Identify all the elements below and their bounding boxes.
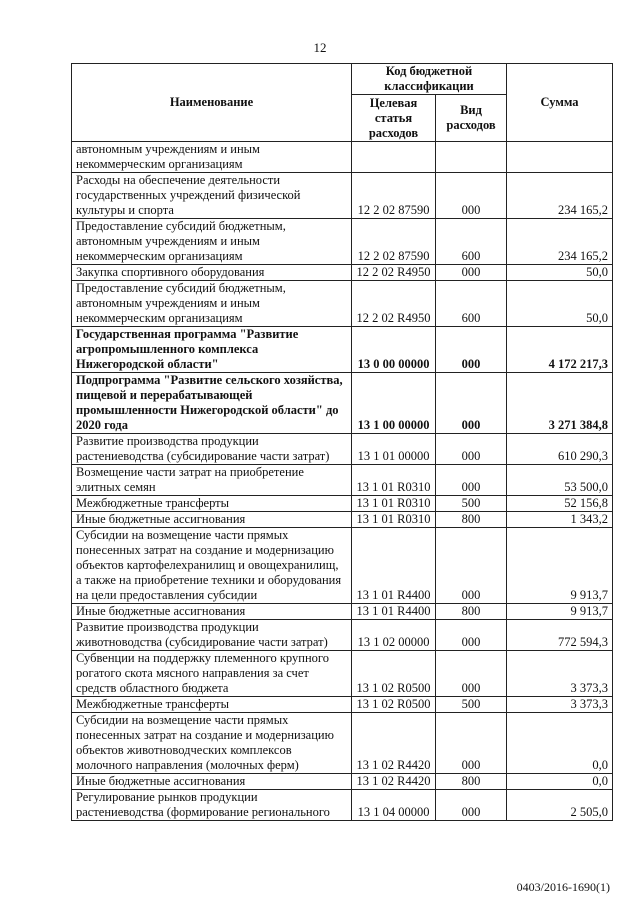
row-amount: 1 343,2 bbox=[507, 512, 613, 528]
table-row bbox=[72, 173, 613, 219]
row-target-article: 12 2 02 R4950 bbox=[352, 281, 436, 327]
row-target-article: 13 1 01 00000 bbox=[352, 434, 436, 465]
table-row bbox=[72, 327, 613, 373]
document-code: 0403/2016-1690(1) bbox=[516, 880, 610, 894]
row-amount: 3 271 384,8 bbox=[507, 373, 613, 434]
row-name: Расходы на обеспечение деятельности государственных учреждений физической культуры и спорта bbox=[72, 173, 352, 219]
row-target-article: 13 1 02 00000 bbox=[352, 620, 436, 651]
row-target-article bbox=[352, 142, 436, 173]
table-row bbox=[72, 620, 613, 651]
row-name: Развитие производства продукции животноводства (субсидирование части затрат) bbox=[72, 620, 352, 651]
row-name: Предоставление субсидий бюджетным, автономным учреждениям и иным некоммерческим организациям bbox=[72, 281, 352, 327]
row-amount: 2 505,0 bbox=[507, 790, 613, 821]
table-row bbox=[72, 465, 613, 496]
row-amount: 3 373,3 bbox=[507, 697, 613, 713]
table-row bbox=[72, 434, 613, 465]
row-name: Предоставление субсидий бюджетным, автономным учреждениям и иным некоммерческим организациям bbox=[72, 219, 352, 265]
table-row bbox=[72, 265, 613, 281]
header-amount: Сумма bbox=[507, 64, 613, 142]
row-amount: 0,0 bbox=[507, 713, 613, 774]
table-row bbox=[72, 790, 613, 821]
row-amount: 50,0 bbox=[507, 281, 613, 327]
row-name: Субсидии на возмещение части прямых понесенных затрат на создание и модернизацию объектов животноводческих комплексов молочного направления (молочных ферм) bbox=[72, 713, 352, 774]
row-expense-type: 800 bbox=[436, 604, 507, 620]
row-expense-type: 500 bbox=[436, 496, 507, 512]
row-name: Субвенции на поддержку племенного крупного рогатого скота мясного направления за счет средств областного бюджета bbox=[72, 651, 352, 697]
row-target-article: 13 0 00 00000 bbox=[352, 327, 436, 373]
row-amount bbox=[507, 142, 613, 173]
row-amount: 50,0 bbox=[507, 265, 613, 281]
row-amount: 9 913,7 bbox=[507, 604, 613, 620]
row-name: Иные бюджетные ассигнования bbox=[72, 774, 352, 790]
row-expense-type: 600 bbox=[436, 281, 507, 327]
row-target-article: 13 1 02 R4420 bbox=[352, 713, 436, 774]
row-target-article: 13 1 01 R0310 bbox=[352, 512, 436, 528]
budget-table bbox=[71, 63, 613, 821]
table-row bbox=[72, 528, 613, 604]
row-amount: 3 373,3 bbox=[507, 651, 613, 697]
table-header bbox=[72, 64, 613, 142]
row-expense-type: 600 bbox=[436, 219, 507, 265]
page-number: 12 bbox=[313, 40, 327, 55]
row-target-article: 13 1 01 R0310 bbox=[352, 465, 436, 496]
row-expense-type: 000 bbox=[436, 528, 507, 604]
row-name: Иные бюджетные ассигнования bbox=[72, 512, 352, 528]
header-budget-code: Код бюджетной классификации bbox=[352, 64, 507, 95]
row-amount: 234 165,2 bbox=[507, 219, 613, 265]
row-name: Развитие производства продукции растениеводства (субсидирование части затрат) bbox=[72, 434, 352, 465]
row-name: автономным учреждениям и иным некоммерческим организациям bbox=[72, 142, 352, 173]
row-amount: 610 290,3 bbox=[507, 434, 613, 465]
row-amount: 234 165,2 bbox=[507, 173, 613, 219]
row-target-article: 12 2 02 87590 bbox=[352, 219, 436, 265]
row-name: Подпрограмма "Развитие сельского хозяйства, пищевой и перерабатывающей промышленности Нижегородской области" до 2020 года bbox=[72, 373, 352, 434]
row-expense-type bbox=[436, 142, 507, 173]
row-target-article: 13 1 02 R0500 bbox=[352, 697, 436, 713]
table-row bbox=[72, 774, 613, 790]
row-target-article: 12 2 02 R4950 bbox=[352, 265, 436, 281]
table-row bbox=[72, 142, 613, 173]
row-expense-type: 000 bbox=[436, 620, 507, 651]
row-name: Регулирование рынков продукции растениеводства (формирование регионального bbox=[72, 790, 352, 821]
row-expense-type: 000 bbox=[436, 713, 507, 774]
table-row bbox=[72, 373, 613, 434]
row-name: Субсидии на возмещение части прямых понесенных затрат на создание и модернизацию объектов картофелехранилищ и овощехранилищ, а также на приобретение техники и оборудования на цели предоставления субсидии bbox=[72, 528, 352, 604]
row-expense-type: 000 bbox=[436, 790, 507, 821]
header-target-article: Целевая статья расходов bbox=[352, 95, 436, 142]
row-name: Государственная программа "Развитие агропромышленного комплекса Нижегородской области" bbox=[72, 327, 352, 373]
row-expense-type: 800 bbox=[436, 774, 507, 790]
table-row bbox=[72, 512, 613, 528]
row-name: Иные бюджетные ассигнования bbox=[72, 604, 352, 620]
header-expense-type: Вид расходов bbox=[436, 95, 507, 142]
table-row bbox=[72, 496, 613, 512]
table-row bbox=[72, 697, 613, 713]
row-amount: 9 913,7 bbox=[507, 528, 613, 604]
row-target-article: 13 1 01 R0310 bbox=[352, 496, 436, 512]
header-name: Наименование bbox=[72, 64, 352, 142]
row-expense-type: 000 bbox=[436, 651, 507, 697]
row-amount: 0,0 bbox=[507, 774, 613, 790]
row-expense-type: 000 bbox=[436, 465, 507, 496]
row-expense-type: 000 bbox=[436, 434, 507, 465]
table-row bbox=[72, 281, 613, 327]
row-target-article: 13 1 02 R4420 bbox=[352, 774, 436, 790]
table-row bbox=[72, 651, 613, 697]
row-name: Закупка спортивного оборудования bbox=[72, 265, 352, 281]
row-name: Межбюджетные трансферты bbox=[72, 697, 352, 713]
row-amount: 4 172 217,3 bbox=[507, 327, 613, 373]
row-target-article: 13 1 01 R4400 bbox=[352, 604, 436, 620]
row-expense-type: 000 bbox=[436, 373, 507, 434]
row-expense-type: 800 bbox=[436, 512, 507, 528]
row-target-article: 13 1 01 R4400 bbox=[352, 528, 436, 604]
row-target-article: 13 1 04 00000 bbox=[352, 790, 436, 821]
table-row bbox=[72, 604, 613, 620]
row-amount: 52 156,8 bbox=[507, 496, 613, 512]
row-expense-type: 000 bbox=[436, 265, 507, 281]
table-row bbox=[72, 713, 613, 774]
table-row bbox=[72, 219, 613, 265]
row-expense-type: 500 bbox=[436, 697, 507, 713]
row-amount: 53 500,0 bbox=[507, 465, 613, 496]
row-target-article: 13 1 00 00000 bbox=[352, 373, 436, 434]
row-amount: 772 594,3 bbox=[507, 620, 613, 651]
row-name: Возмещение части затрат на приобретение элитных семян bbox=[72, 465, 352, 496]
row-expense-type: 000 bbox=[436, 327, 507, 373]
row-name: Межбюджетные трансферты bbox=[72, 496, 352, 512]
row-expense-type: 000 bbox=[436, 173, 507, 219]
row-target-article: 12 2 02 87590 bbox=[352, 173, 436, 219]
table-body bbox=[72, 142, 613, 821]
row-target-article: 13 1 02 R0500 bbox=[352, 651, 436, 697]
